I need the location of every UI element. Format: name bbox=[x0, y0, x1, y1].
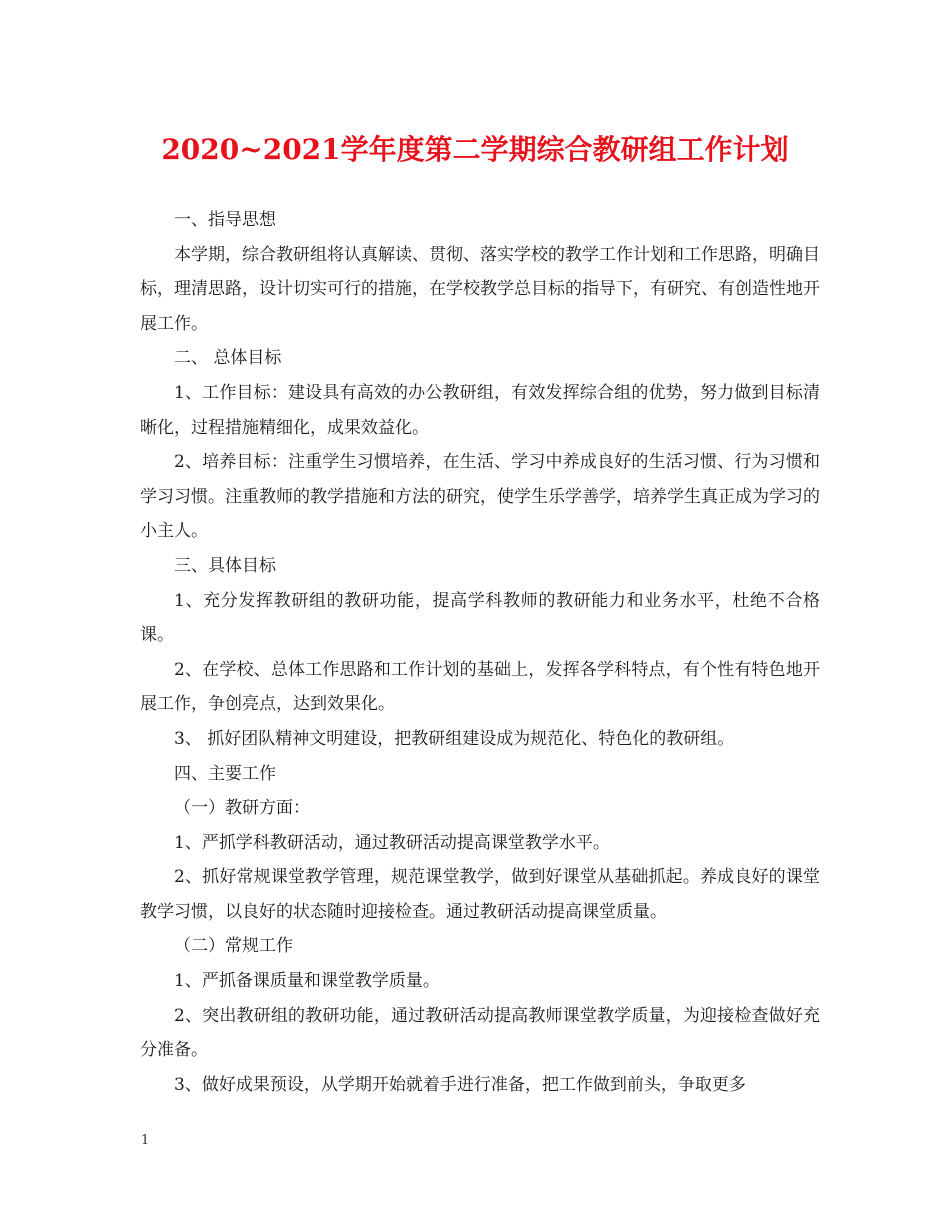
paragraph: 1、工作目标：建设具有高效的办公教研组，有效发挥综合组的优势，努力做到目标清晰化，过程措施精细化，成果效益化。 bbox=[140, 382, 820, 438]
paragraph: 1、严抓备课质量和课堂教学质量。 bbox=[174, 971, 440, 992]
paragraph: 3、做好成果预设，从学期开始就着手进行准备，把工作做到前头，争取更多 bbox=[174, 1074, 746, 1095]
document-title: 2020~2021学年度第二学期综合教研组工作计划 bbox=[161, 133, 789, 166]
paragraph: 2、培养目标：注重学生习惯培养，在生活、学习中养成良好的生活习惯、行为习惯和学习习惯。注重教师的教学措施和方法的研究，使学生乐学善学，培养学生真正成为学习的小主人。 bbox=[140, 452, 820, 542]
paragraph: 2、突出教研组的教研功能，通过教研活动提高教师课堂教学质量，为迎接检查做好充分准备。 bbox=[140, 1005, 820, 1061]
section-heading-overall-goals: 二、 总体目标 bbox=[174, 348, 282, 369]
page-number: 1 bbox=[141, 1133, 150, 1148]
paragraph: 2、在学校、总体工作思路和工作计划的基础上，发挥各学科特点，有个性有特色地开展工作，争创亮点，达到效果化。 bbox=[140, 659, 820, 715]
paragraph: 1、严抓学科教研活动，通过教研活动提高课堂教学水平。 bbox=[174, 832, 610, 853]
document-body bbox=[140, 203, 820, 1102]
paragraph: 1、充分发挥教研组的教研功能，提高学科教师的教研能力和业务水平，杜绝不合格课。 bbox=[140, 590, 820, 646]
section-heading-specific-goals: 三、具体目标 bbox=[174, 555, 276, 576]
paragraph: 本学期，综合教研组将认真解读、贯彻、落实学校的教学工作计划和工作思路，明确目标，理清思路，设计切实可行的措施，在学校教学总目标的指导下，有研究、有创造性地开展工作。 bbox=[140, 244, 820, 334]
subsection-heading-routine-work: （二）常规工作 bbox=[174, 936, 293, 957]
section-heading-guiding-ideology: 一、指导思想 bbox=[174, 210, 276, 230]
paragraph: 2、抓好常规课堂教学管理，规范课堂教学，做到好课堂从基础抓起。养成良好的课堂教学习惯，以良好的状态随时迎接检查。通过教研活动提高课堂质量。 bbox=[140, 867, 820, 922]
subsection-heading-teaching-research: （一）教研方面： bbox=[174, 798, 310, 819]
section-heading-main-work: 四、主要工作 bbox=[174, 763, 276, 784]
paragraph: 3、 抓好团队精神文明建设，把教研组建设成为规范化、特色化的教研组。 bbox=[174, 728, 735, 749]
